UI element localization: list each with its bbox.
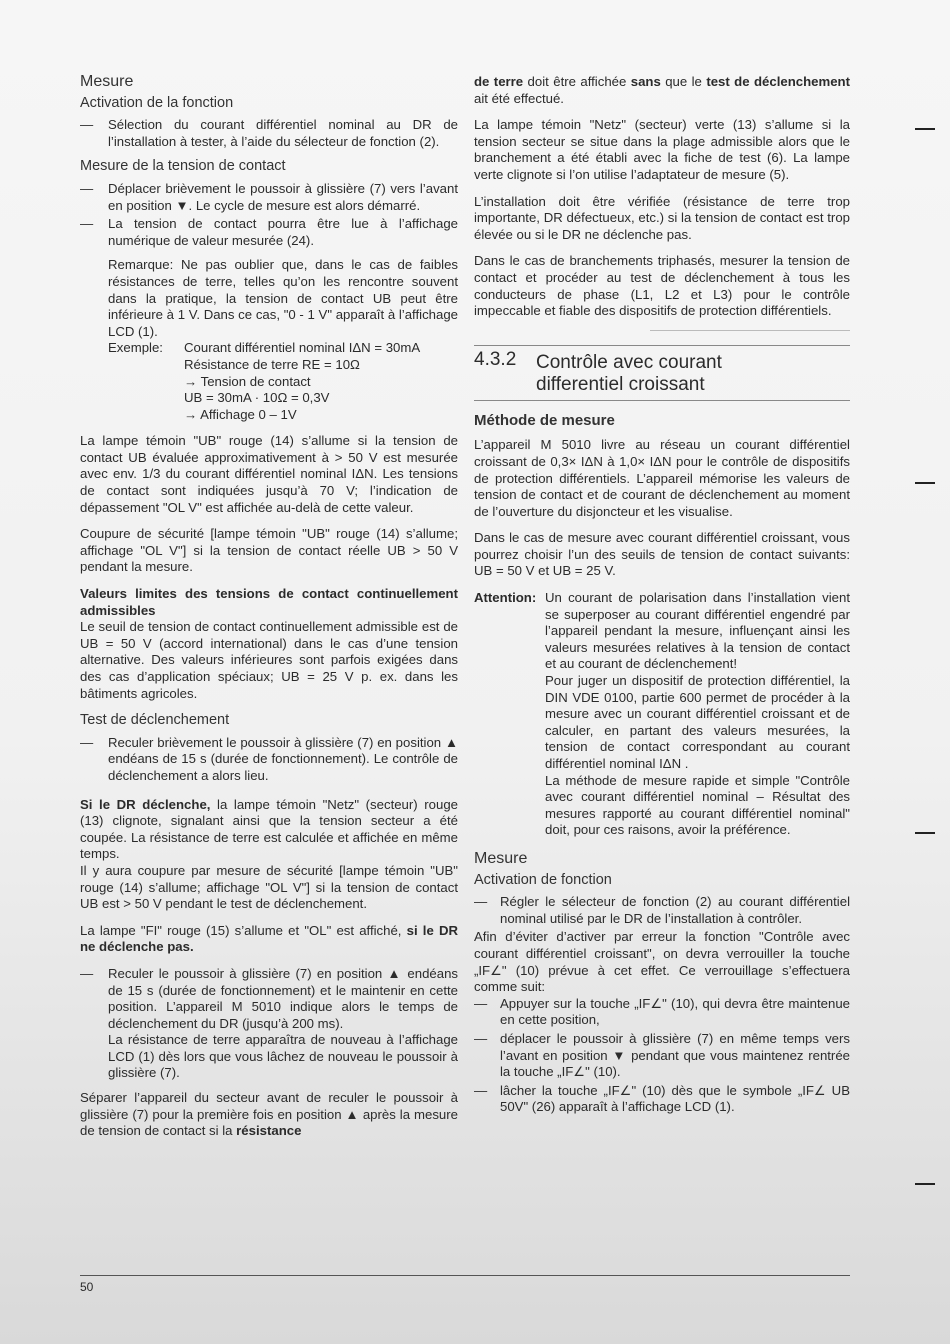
test-list (80, 735, 458, 785)
regler-list (474, 894, 850, 927)
exemple-label: Exemple: (108, 340, 163, 356)
list-item: — Sélection du courant différentiel nominal au DR de l’installation à tester, à l’aide du sélecteur de fonction (2). (80, 117, 458, 150)
fi-bold: si le DR ne déclenche pas. (80, 922, 459, 955)
test-heading: Test de déclenchement (80, 712, 230, 729)
exemple-line: → Tension de contact (184, 373, 311, 389)
activation-heading-right: Activation de fonction (474, 871, 612, 888)
list-item: — Régler le sélecteur de fonction (2) au courant différentiel nominal utilisé par le DR de l’installation à contrôler. (474, 894, 850, 927)
margin-mark (915, 128, 935, 130)
attention-label: Attention: (474, 590, 537, 606)
bold-text: sans (630, 74, 661, 89)
section-title-line: Contrôle avec courant (536, 351, 722, 373)
list-item: — Déplacer brièvement le poussoir à glissière (7) vers l’avant en position ▼. Le cycle de mesure est alors démarré. (80, 181, 458, 214)
footer-rule (80, 1275, 850, 1276)
lampe-ub-paragraph: La lampe témoin "UB" rouge (14) s’allume si la tension de contact UB évaluée approximativement à > 50 V est mesurée avec env. 1/3 du courant différentiel nominal IΔN. Les tensions de contact sont indiquées jusqu’à 70 V; l’indication de dépassement "OL V" est affichée au-delà de cette valeur. (80, 433, 458, 515)
reculer-text: Reculer le poussoir à glissière (7) en position ▲ endéans de 15 s (durée de fonctionnement) et le maintenir en cette position. L’appareil M 5010 indique alors le temps de déclenchement du DR (jusqu’à 200 ms). (108, 965, 458, 1031)
bold-text: test de déclenchement (706, 74, 850, 89)
remarque-paragraph (80, 257, 458, 340)
exemple-line: → Affichage 0 – 1V (184, 406, 297, 422)
si-dr-paragraph (80, 797, 458, 863)
exemple-line: UB = 30mA · 10Ω = 0,3V (184, 390, 330, 406)
attention-paragraph: Un courant de polarisation dans l’installation vient se superposer au courant différentiel engendré par l’appareil pendant la mesure, influençant ainsi les valeurs mesurées relatives à la tension de contact et au courant de déclenchement! (545, 590, 850, 672)
right-column (474, 74, 850, 1124)
si-dr-text: la lampe témoin "Netz" (secteur) rouge (13) clignote, signalant ainsi que la tension secteur a été coupée. La résistance de terre est calculée et affichée en même temps. (80, 796, 458, 862)
methode-heading: Méthode de mesure (474, 411, 615, 429)
divider (650, 330, 850, 331)
margin-mark (915, 482, 935, 484)
left-column (80, 74, 458, 1150)
margin-mark (915, 1183, 935, 1185)
attention-paragraph: La méthode de mesure rapide et simple "Contrôle avec courant différentiel nominal – Résultat des mesures rapporté au courant différentiel nominal" doit, pour ces raisons, avoir la préférence. (545, 772, 850, 838)
separer-paragraph (80, 1090, 458, 1140)
valeurs-paragraph: Le seuil de tension de contact continuellement admissible est de UB = 50 V (accord international) dans le cas d’une tension alternative. Des valeurs inférieures sont parfois exigées dans des cas d’application spéciaux; UB = 25 V p. ex. dans les bâtiments agricoles. (80, 619, 458, 701)
il-y-aura-paragraph: Il y aura coupure par mesure de sécurité [lampe témoin "UB" rouge (14) s’allume; affichage "OL V"] si la tension de contact UB est > 50 V pendant le test de déclenchement. (80, 862, 458, 912)
attention-paragraph: Pour juger un dispositif de protection différentiel, la DIN VDE 0100, partie 600 permet de procéder à la mesure avec un courant différentiel croissant et de calculer, en partant des valeurs mesurées, la tension de contact correspondant au courant différentiel nominal IΔN . (545, 673, 850, 771)
list-item: — lâcher la touche „IF∠" (10) dès que le symbole „IF∠ UB 50V" (26) apparaît à l’affichage LCD (1). (474, 1083, 850, 1116)
section-heading (474, 345, 850, 401)
list-item: — La tension de contact pourra être lue à l’affichage numérique de valeur mesurée (24). (80, 216, 458, 249)
netz-paragraph: La lampe témoin "Netz" (secteur) verte (13) s’allume si la tension secteur se situe dans la plage admissible alors que le branchement a été établi avec la fiche de test (6). La lampe verte clignote si l’on utilise l’adaptateur de mesure (5). (474, 117, 850, 182)
tension-heading: Mesure de la tension de contact (80, 158, 286, 175)
bold-text: de terre (474, 74, 524, 89)
exemple-lines (184, 340, 420, 423)
activation-heading: Activation de la fonction (80, 94, 234, 111)
attention-body (545, 590, 850, 839)
reculer-cont: La résistance de terre apparaîtra de nouveau à l’affichage LCD (1) dès lors que vous lâchez de nouveau le poussoir à glissière (7). (108, 1032, 458, 1081)
page-number: 50 (80, 1280, 94, 1294)
margin-mark (915, 832, 935, 834)
exemple-line: Courant différentiel nominal IΔN = 30mA (184, 340, 421, 356)
de-terre-paragraph (474, 74, 850, 107)
list-item: — Appuyer sur la touche „IF∠" (10), qui devra être maintenue en cette position, (474, 996, 850, 1029)
exemple-line: Résistance de terre RE = 10Ω (184, 356, 360, 372)
section-title (536, 352, 722, 396)
remarque-text: Ne pas oublier que, dans le cas de faibles résistances de terre, telles qu’on les rencontre souvent dans la pratique, la tension de contact UB peut être inférieure à 1 V. Dans ce cas, "0 - 1 V" apparaît à l’affichage LCD (1). (108, 257, 459, 339)
coupure-paragraph: Coupure de sécurité [lampe témoin "UB" rouge (14) s’allume; affichage "OL V"] si la tension de contact réelle UB > 50 V pendant la mesure. (80, 526, 458, 575)
section-title-line: differentiel croissant (536, 373, 705, 395)
list-item: — déplacer le poussoir à glissière (7) en même temps vers l’avant en position ▼ pendant que vous maintenez rentrée la touche „IF∠" (10). (474, 1031, 850, 1081)
section-number: 4.3.2 (474, 348, 517, 370)
remarque-label: Remarque: (108, 257, 174, 273)
body-text: doit être affichée (523, 74, 631, 89)
seuils-paragraph: Dans le cas de mesure avec courant différentiel croissant, vous pourrez choisir l’un des seuils de tension de contact suivants: UB = 50 V et UB = 25 V. (474, 530, 850, 579)
triphases-paragraph: Dans le cas de branchements triphasés, mesurer la tension de contact et procéder au test de déclenchement à tous les conducteurs de phase (L1, L2 et L3) pour le contrôle impeccable et fiable des dispositifs de protection différentiels. (474, 253, 850, 319)
body-text: que le (660, 74, 707, 89)
tension-list (80, 181, 458, 249)
steps-list (474, 996, 850, 1116)
installation-paragraph: L’installation doit être vérifiée (résistance de terre trop importante, DR défectueux, etc.) si la tension de contact est trop élevée ou si le DR ne déclenche pas. (474, 193, 850, 242)
appareil-paragraph: L’appareil M 5010 livre au réseau un courant différentiel croissant de 0,3× IΔN à 1,0× IΔN pour le contrôle de dispositifs de protection différentiels. L’appareil mémorise les valeurs de tension de contact et de courant de déclenchement au moment de l’ouverture du disjoncteur et les visualise. (474, 437, 850, 519)
fi-paragraph (80, 923, 458, 956)
valeurs-heading: Valeurs limites des tensions de contact continuellement admissibles (80, 586, 458, 618)
attention-block (474, 590, 850, 839)
mesure-heading: Mesure (80, 73, 134, 90)
separer-bold: résistance (236, 1123, 302, 1139)
si-dr-bold: Si le DR déclenche, (80, 796, 211, 812)
separer-text: Séparer l’appareil du secteur avant de reculer le poussoir à glissière (7) pour la première fois en position ▲ après la mesure de tension de contact si la (80, 1090, 458, 1139)
activation-list (80, 117, 458, 150)
mesure-heading-right: Mesure (474, 849, 528, 867)
exemple-block (80, 340, 458, 423)
afin-paragraph: Afin d’éviter d’activer par erreur la fonction "Contrôle avec courant différentiel croissant", on devra verrouiller la touche „IF∠" (10) prévue à cet effet. Ce verrouillage s’effectuera comme suit: (474, 929, 850, 995)
fi-text: La lampe "FI" rouge (15) s’allume et "OL" est affiché, (80, 922, 407, 938)
body-text: ait été effectué. (474, 90, 564, 106)
reculer-list (80, 966, 458, 1082)
list-item (80, 966, 458, 1082)
list-item: — Reculer brièvement le poussoir à glissière (7) en position ▲ endéans de 15 s (durée de fonctionnement). Le contrôle de déclenchement a alors lieu. (80, 735, 458, 785)
